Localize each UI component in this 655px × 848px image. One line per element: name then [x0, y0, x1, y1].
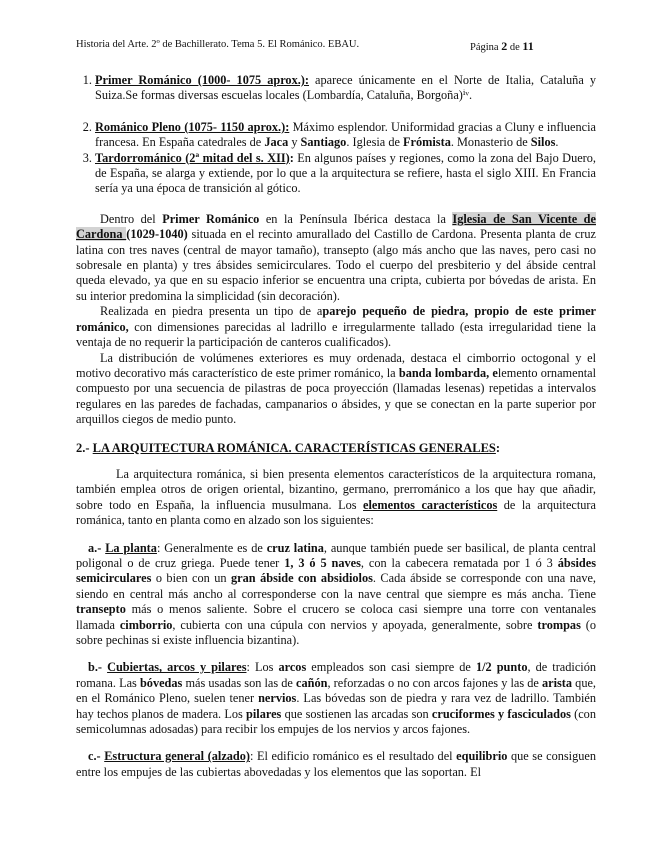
- paragraph-cubiertas: b.- Cubiertas, arcos y pilares: Los arcos empleados son casi siempre de 1/2 punto, de tradición romana. Las bóvedas más usadas son las de cañón, reforzadas o no con arcos fajones y las de arista que, en el Románico Pleno, suelen tener nervios. Las bóvedas son de piedra y rara vez de ladrillo. También hay techos planos de madera. Los pilares que sostienen las arcadas son cruciformes y fasciculados (con semicolumnas adosadas) para recibir los empujes de los nervios y arcos fajones.: [76, 660, 597, 737]
- page-number: 2: [501, 39, 508, 53]
- header-title: Historia del Arte. 2º de Bachillerato. Tema 5. El Románico. EBAU.: [76, 39, 360, 50]
- paragraph-planta: a.- La planta: Generalmente es de cruz latina, aunque también puede ser basilical, de planta central poligonal o de cruz griega. Puede tener 1, 3 ó 5 naves, con la cabecera rematada por 1 ó 3 ábsides semicirculares o bien con un gran ábside con absidiolos. Cada ábside se corresponde con una nave, siendo en central más ancho al corresponderse con la nave central que siempre es más ancha. Tiene transepto más o menos saliente. Sobre el crucero se coloca casi siempre una torre con ventanales llamada cimborrio, cubierta con una cúpula con nervios y apoyada, generalmente, sobre trompas (o sobre pechinas si existe influencia bizantina).: [76, 540, 597, 647]
- list-item-romanico-pleno: 2. Románico Pleno (1075- 1150 aprox.): Máximo esplendor. Uniformidad gracias a Cluny e influencia francesa. En España catedrales de Jaca y Santiago. Iglesia de Frómista. Monasterio de Silos.: [95, 120, 596, 151]
- page-header: [76, 39, 596, 53]
- highlight-iglesia-cardona: Iglesia de San Vicente de Cardona: [76, 211, 596, 242]
- page-indicator: [470, 39, 534, 54]
- period-list: [76, 73, 596, 197]
- section-heading: 2.- LA ARQUITECTURA ROMÁNICA. CARACTERÍSTICAS GENERALES:: [76, 440, 501, 455]
- page-word: Página: [470, 42, 499, 53]
- paragraph-cardona: Dentro del Primer Románico en la Península Ibérica destaca la Iglesia de San Vicente de Cardona (1029-1040) situada en el recinto amurallado del Castillo de Cardona. Presenta planta de cruz latina con tres naves (central de mayor tamaño), transepto (algo más ancho que las naves, pero casi no sobresale en planta) y tres ábsides semicirculares. Todo el cuerpo del presbiterio y del ábside central queda elevado, ya que en su espacio inferior se encuentra una cripta, cubierta por bóvedas de arista. En su interior predomina la simplicidad (sin decoración).: [76, 211, 596, 303]
- paragraph-estructura: c.- Estructura general (alzado): El edificio románico es el resultado del equilibrio que se consiguen entre los empujes de las cubiertas abovedadas y los elementos que las soportan. El: [76, 749, 596, 779]
- page-total: 11: [522, 39, 534, 53]
- list-item-primer-romanico: 1. Primer Románico (1000- 1075 aprox.): aparece únicamente en el Norte de Italia, Cataluña y Suiza.Se formas diversas escuelas locales (Lombardía, Cataluña, Borgoña)ⁱᵛ.: [95, 73, 596, 104]
- page-of: de: [509, 42, 520, 53]
- list-item-tardorromanico: 3. Tardorrománico (2ª mitad del s. XII): En algunos países y regiones, como la zona del Bajo Duero, de España, se alarga y extiende, por lo que a la arquitectura se refiere, hasta el siglo XIII. En Francia sería ya una época de transición al gótico.: [95, 151, 596, 197]
- paragraph-aparejo: Realizada en piedra presenta un tipo de aparejo pequeño de piedra, propio de este primer románico, con dimensiones parecidas al ladrillo e irregularmente tallado (esta irregularidad tiene la ventaja de no requerir la participación de canteros cualificados).: [76, 304, 596, 350]
- paragraph-intro-caracteristicas: La arquitectura románica, si bien presenta elementos característicos de la arquitectura romana, también emplea otros de origen oriental, bizantino, germano, prerrománico a los que hay que añadir, sobre todo en España, la influencia musulmana. Los elementos característicos de la arquitectura románica, tanto en planta como en alzado son los siguientes:: [76, 466, 596, 528]
- document-body: [76, 73, 596, 780]
- paragraph-banda-lombarda: La distribución de volúmenes exteriores es muy ordenada, destaca el cimborrio octogonal y el motivo decorativo más característico de este primer románico, la banda lombarda, elemento ornamental compuesto por una secuencia de pilastras de poca proyección (llamadas lesenas) repetidas a intervalos regulares en las paredes de fachadas, campanarios o ábsides, y que se conectan en la parte superior por arquillos ciegos de medio punto.: [76, 350, 597, 427]
